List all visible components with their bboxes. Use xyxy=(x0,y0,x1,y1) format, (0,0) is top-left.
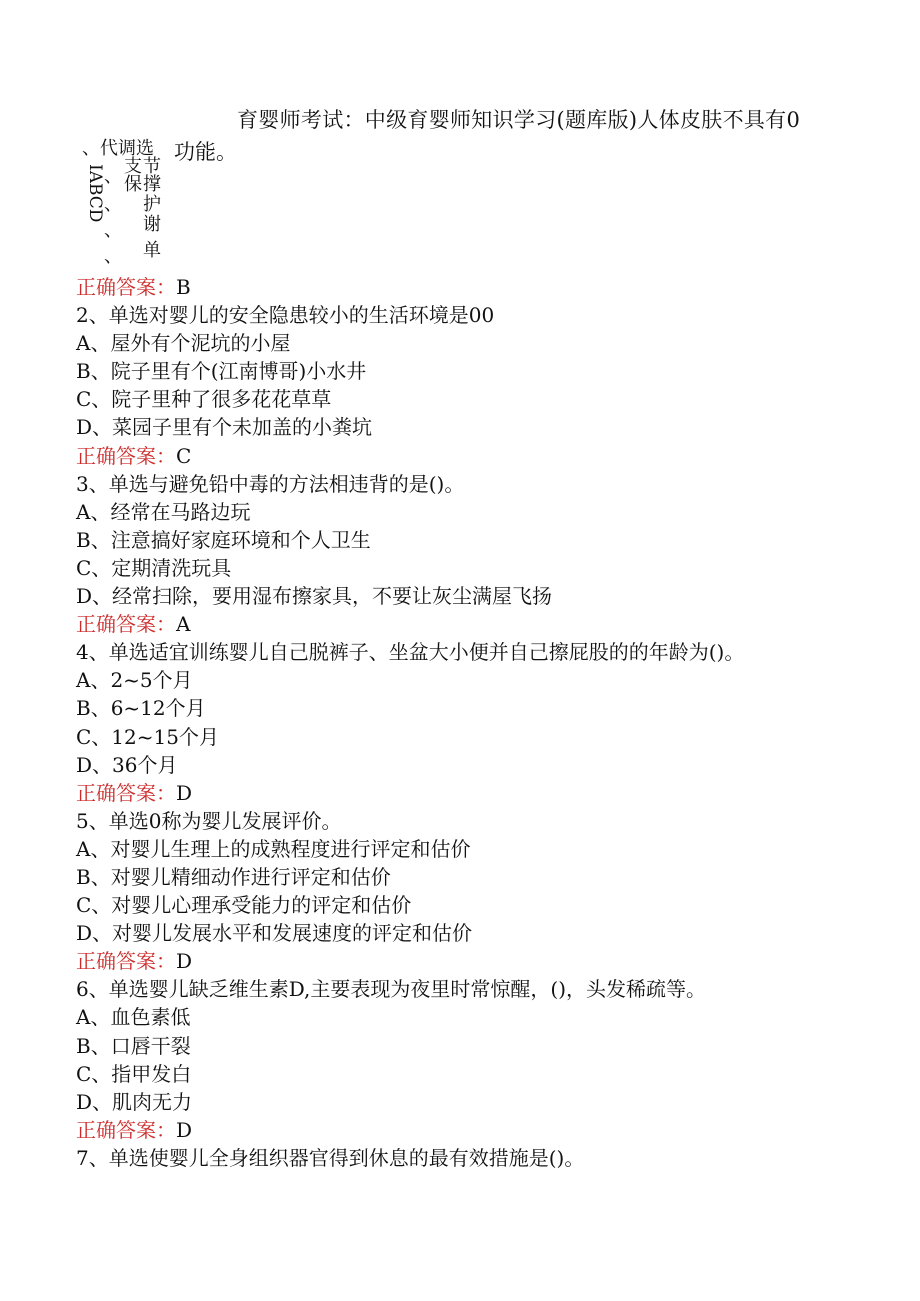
answer-value: A xyxy=(176,612,191,637)
text-line: B、口唇干裂 xyxy=(76,1033,191,1058)
text-line: B、6~12个月 xyxy=(76,696,206,721)
q1-option-fragment: 、 xyxy=(104,166,122,187)
text-line: 2、单选对婴儿的安全隐患较小的生活环境是00 xyxy=(76,303,495,328)
page-title: 育婴师考试：中级育婴师知识学习(题库版)人体皮肤不具有0 xyxy=(237,108,801,132)
text-line: 6、单选婴儿缺乏维生素D,主要表现为夜里时常惊醒，()，头发稀疏等。 xyxy=(76,977,707,1002)
text-line: B、院子里有个(江南博哥)小水井 xyxy=(76,359,367,384)
text-line: A、经常在马路边玩 xyxy=(76,499,251,524)
text-line: D、对婴儿发展水平和发展速度的评定和估价 xyxy=(76,921,473,946)
answer-value: B xyxy=(176,275,191,299)
text-line: C、指甲发白 xyxy=(76,1061,192,1086)
text-line: C、院子里种了很多花花草草 xyxy=(76,387,332,412)
answer-value: D xyxy=(176,949,193,974)
answer-value: D xyxy=(176,780,193,805)
answer-label: 正确答案： xyxy=(76,1117,176,1142)
text-line: A、对婴儿生理上的成熟程度进行评定和估价 xyxy=(76,836,471,861)
q1-option-letters: IABCD xyxy=(85,164,105,223)
answer-line xyxy=(76,610,744,638)
q1-option-fragment: 护 xyxy=(143,194,161,215)
answer-label: 正确答案： xyxy=(76,780,176,805)
q1-option-fragment: 撑 xyxy=(143,174,161,195)
answer-value: C xyxy=(176,443,192,468)
question-list xyxy=(76,273,744,1172)
text-line: B、对婴儿精细动作进行评定和估价 xyxy=(76,864,391,889)
answer-label: 正确答案： xyxy=(76,443,176,468)
answer-line xyxy=(76,442,744,470)
answer-label: 正确答案： xyxy=(76,612,176,637)
text-line: D、肌肉无力 xyxy=(76,1089,193,1114)
answer-line xyxy=(76,779,744,807)
q1-option-fragment: 谢 xyxy=(143,214,161,235)
text-line: 3、单选与避免铅中毒的方法相违背的是()。 xyxy=(76,471,465,496)
q1-option-fragment: 、 xyxy=(104,246,122,267)
answer-label: 正确答案： xyxy=(76,949,176,974)
q1-option-fragment: 、代调选 xyxy=(82,138,154,159)
answer-label: 正确答案： xyxy=(76,275,176,299)
text-line: D、经常扫除，要用湿布擦家具，不要让灰尘满屋飞扬 xyxy=(76,584,553,609)
text-line: A、血色素低 xyxy=(76,1005,191,1030)
text-line: C、12~15个月 xyxy=(76,724,219,749)
q1-option-fragment: 、 xyxy=(104,220,122,241)
text-line: D、菜园子里有个未加盖的小粪坑 xyxy=(76,415,373,440)
q1-option-fragment: 、 xyxy=(104,194,122,215)
text-line: D、36个月 xyxy=(76,752,178,777)
text-line: 4、单选适宜训练婴儿自己脱裤子、坐盆大小便并自己擦屁股的的年龄为()。 xyxy=(76,640,745,665)
text-line: C、对婴儿心理承受能力的评定和估价 xyxy=(76,893,412,918)
text-line: B、注意搞好家庭环境和个人卫生 xyxy=(76,527,371,552)
text-line: A、屋外有个泥坑的小屋 xyxy=(76,331,291,356)
text-line: 7、单选使婴儿全身组织器官得到休息的最有效措施是()。 xyxy=(76,1145,585,1170)
answer-line xyxy=(76,947,744,975)
text-line: 5、单选0称为婴儿发展评价。 xyxy=(76,808,342,833)
q1-option-fragment: 节 xyxy=(143,156,161,177)
text-line: A、2~5个月 xyxy=(76,668,193,693)
q1-option-fragment: 单 xyxy=(143,240,161,261)
question-1-tail: 功能。 xyxy=(174,140,237,164)
q1-option-fragment: 保 xyxy=(124,174,142,195)
answer-value: D xyxy=(176,1117,193,1142)
text-line: C、定期清洗玩具 xyxy=(76,555,232,580)
answer-line xyxy=(76,273,744,301)
answer-line xyxy=(76,1116,744,1144)
q1-option-fragment: 支 xyxy=(124,156,142,177)
